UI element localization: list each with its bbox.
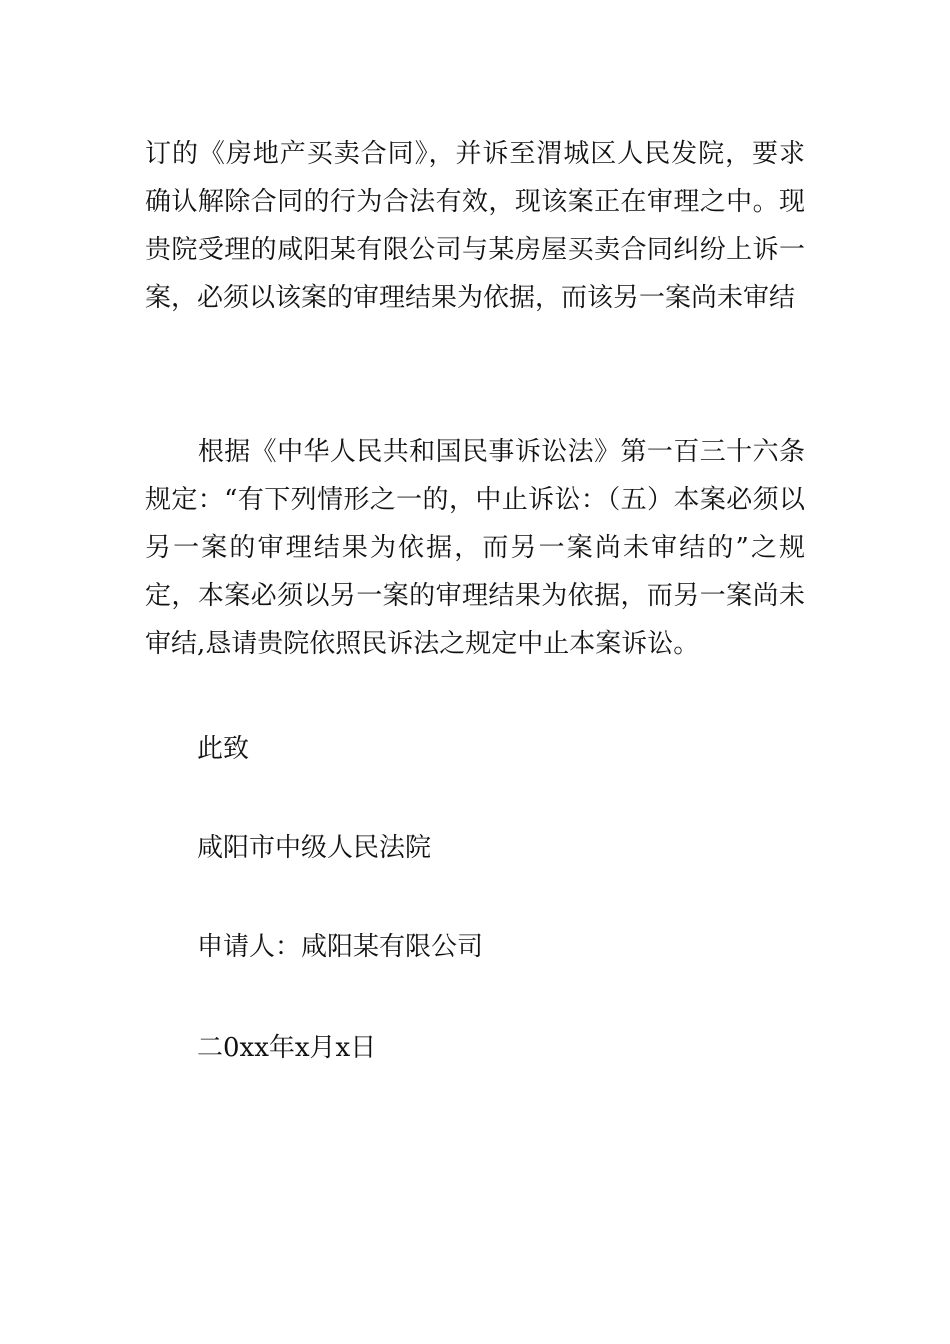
paragraph-continued: 订的《房地产买卖合同》，并诉至渭城区人民发院，要求确认解除合同的行为合法有效，现该案正在审理之中。现贵院受理的咸阳某有限公司与某房屋买卖合同纠纷上诉一案，必须以该案的审理结果为依据，而该另一案尚未审结: [145, 139, 805, 313]
closing-salutation: 此致: [197, 734, 250, 764]
applicant-line: 申请人：咸阳某有限公司: [197, 932, 484, 962]
date-line: 二0xx年x月x日: [197, 1033, 377, 1063]
recipient-court: 咸阳市中级人民法院: [197, 833, 432, 863]
paragraph-legal-basis: 根据《中华人民共和国民事诉讼法》第一百三十六条规定：“有下列情形之一的，中止诉讼：（五）本案必须以另一案的审理结果为依据，而另一案尚未审结的”之规定，本案必须以另一案的审理结果为依据，而另一案尚未审结,恳请贵院依照民诉法之规定中止本案诉讼。: [145, 437, 805, 659]
